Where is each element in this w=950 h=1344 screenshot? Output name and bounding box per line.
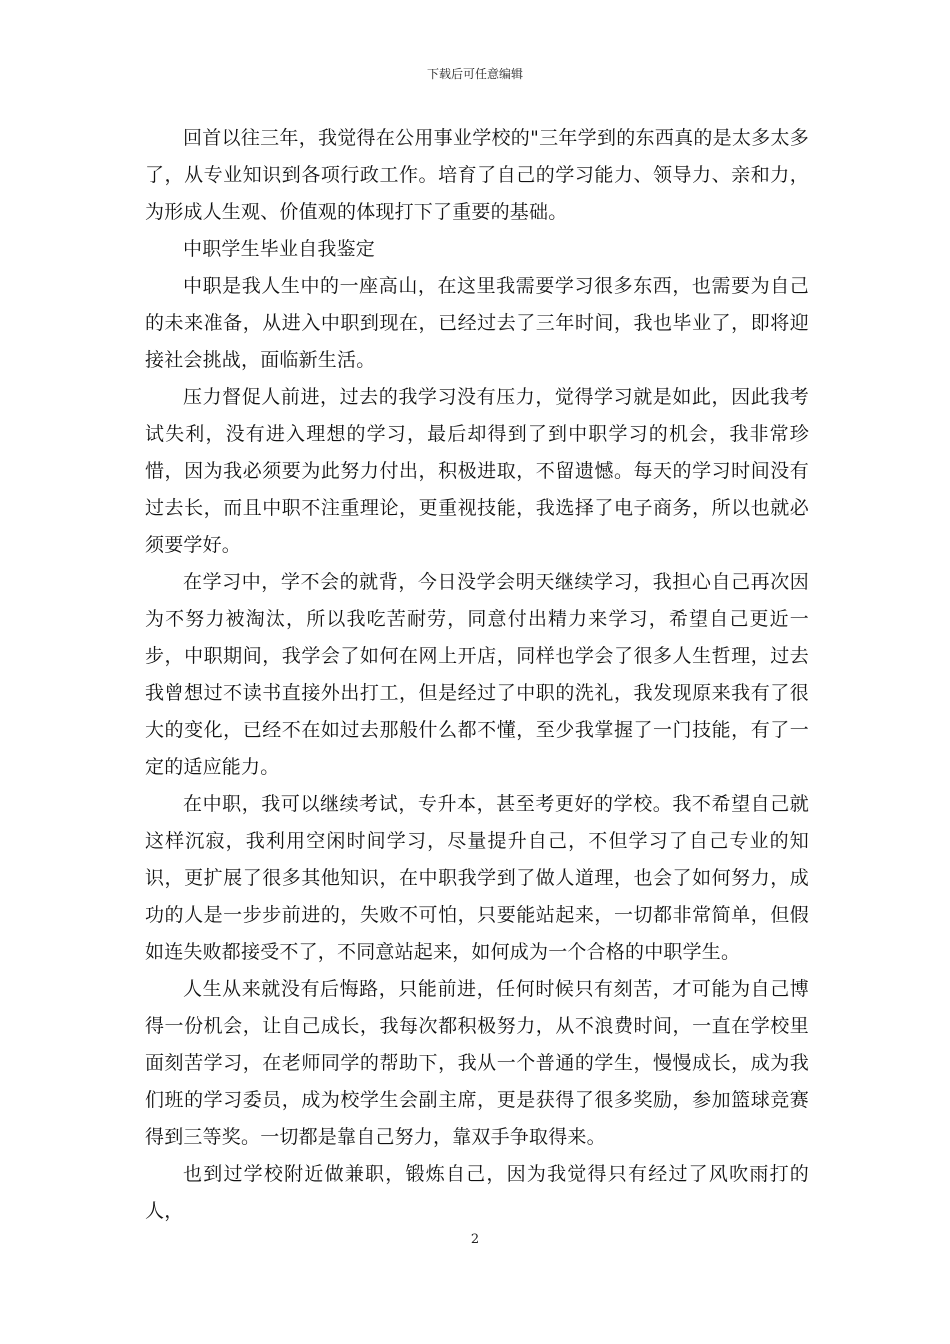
paragraph-reflection: 回首以往三年，我觉得在公用事业学校的"三年学到的东西真的是太多太多了，从专业知识到各项行政工作。培育了自己的学习能力、领导力、亲和力，为形成人生观、价值观的体现打下了重要的基础。 [145, 127, 809, 223]
paragraph-further-study: 在中职，我可以继续考试，专升本，甚至考更好的学校。我不希望自己就这样沉寂，我利用空闲时间学习，尽量提升自己，不但学习了自己专业的知识，更扩展了很多其他知识，在中职我学到了做人道理，也会了如何努力，成功的人是一步步前进的，失败不可怕，只要能站起来，一切都非常简单，但假如连失败都接受不了，不同意站起来，如何成为一个合格的中职学生。 [145, 793, 809, 963]
paragraph-intro: 中职是我人生中的一座高山，在这里我需要学习很多东西，也需要为自己的未来准备，从进入中职到现在，已经过去了三年时间，我也毕业了，即将迎接社会挑战，面临新生活。 [145, 275, 809, 371]
page-number: 2 [470, 1232, 480, 1247]
paragraph-part-time: 也到过学校附近做兼职，锻炼自己，因为我觉得只有经过了风吹雨打的人， [145, 1163, 809, 1222]
paragraph-pressure: 压力督促人前进，过去的我学习没有压力，觉得学习就是如此，因此我考试失利，没有进入理想的学习，最后却得到了到中职学习的机会，我非常珍惜，因为我必须要为此努力付出，积极进取，不留遗憾。每天的学习时间没有过去长，而且中职不注重理论，更重视技能，我选择了电子商务，所以也就必须要学好。 [145, 386, 809, 556]
document-body [145, 120, 809, 1230]
paragraph-effort: 人生从来就没有后悔路，只能前进，任何时候只有刻苦，才可能为自己博得一份机会，让自己成长，我每次都积极努力，从不浪费时间，一直在学校里面刻苦学习，在老师同学的帮助下，我从一个普通的学生，慢慢成长，成为我们班的学习委员，成为校学生会副主席，更是获得了很多奖励，参加篮球竞赛得到三等奖。一切都是靠自己努力，靠双手争取得来。 [145, 978, 809, 1148]
paragraph-learning: 在学习中，学不会的就背，今日没学会明天继续学习，我担心自己再次因为不努力被淘汰，所以我吃苦耐劳，同意付出精力来学习，希望自己更近一步，中职期间，我学会了如何在网上开店，同样也学会了很多人生哲理，过去我曾想过不读书直接外出打工，但是经过了中职的洗礼，我发现原来我有了很大的变化，已经不在如过去那般什么都不懂，至少我掌握了一门技能，有了一定的适应能力。 [145, 571, 809, 778]
page-header: 下载后可任意编辑 [426, 67, 523, 81]
section-title: 中职学生毕业自我鉴定 [183, 238, 376, 260]
